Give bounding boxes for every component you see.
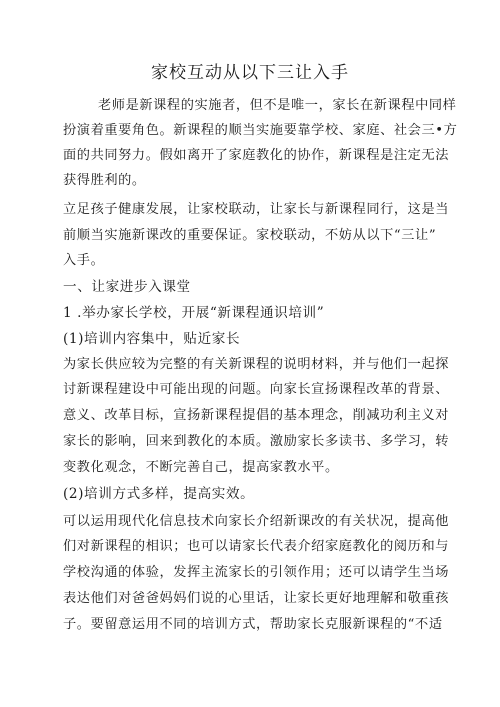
- para3-line-3: 意义、改革目标，宣扬新课程提倡的基本理念，削减功利主义对: [63, 408, 450, 423]
- intro-line-2: 扮演着重要角色。新课程的顺当实施要靠学校、家庭、社会三•方: [63, 123, 458, 138]
- para3-line-1: 为家长供应较为完整的有关新课程的说明材料，并与他们一起探: [63, 357, 450, 372]
- para3-line-5: 变教化观念，不断完善自己，提高家教水平。: [63, 460, 339, 475]
- para4-line-5: 子。要留意运用不同的培训方式，帮助家长克服新课程的“不适: [63, 617, 443, 632]
- para2-line-2: 前顺当实施新课改的重要保证。家校联动，不妨从以下“三让”: [63, 228, 437, 243]
- para2-line-1: 立足孩子健康发展，让家校联动，让家长与新课程同行，这是当: [63, 202, 450, 217]
- para4-line-3: 学校沟通的体验，发挥主流家长的引领作用；还可以请学生当场: [63, 565, 450, 580]
- intro-line-3: 面的共同努力。假如离开了家庭教化的协作，新课程是注定无法: [63, 148, 450, 163]
- section-1-heading: 一、让家进步入课堂: [63, 279, 191, 295]
- para4-line-2: 们对新课程的相识；也可以请家长代表介绍家庭教化的阅历和与: [63, 539, 450, 554]
- intro-line-4: 获得胜利的。: [63, 173, 146, 188]
- para3-line-2: 讨新课程建设中可能出现的问题。向家长宣扬课程改革的背景、: [63, 382, 450, 397]
- para4-line-1: 可以运用现代化信息技术向家长介绍新课改的有关状况，提高他: [63, 514, 450, 529]
- item-2-heading: (2)培训方式多样，提高实效。: [63, 486, 255, 502]
- intro-line-1: 老师是新课程的实施者，但不是唯一，家长在新课程中同样: [98, 98, 457, 113]
- para2-line-3: 入手。: [63, 253, 105, 268]
- item-1-heading: (1)培训内容集中，贴近家长: [63, 331, 241, 347]
- para3-line-4: 家长的影响，回来到教化的本质。激励家长多读书、多学习，转: [63, 434, 450, 449]
- para4-line-4: 表达他们对爸爸妈妈们说的心里话，让家长更好地理解和敬重孩: [63, 591, 450, 606]
- document-title: 家校互动从以下三让入手: [151, 63, 349, 83]
- subsection-1-heading: 1 .举办家长学校，开展“新课程通识培训”: [63, 305, 325, 321]
